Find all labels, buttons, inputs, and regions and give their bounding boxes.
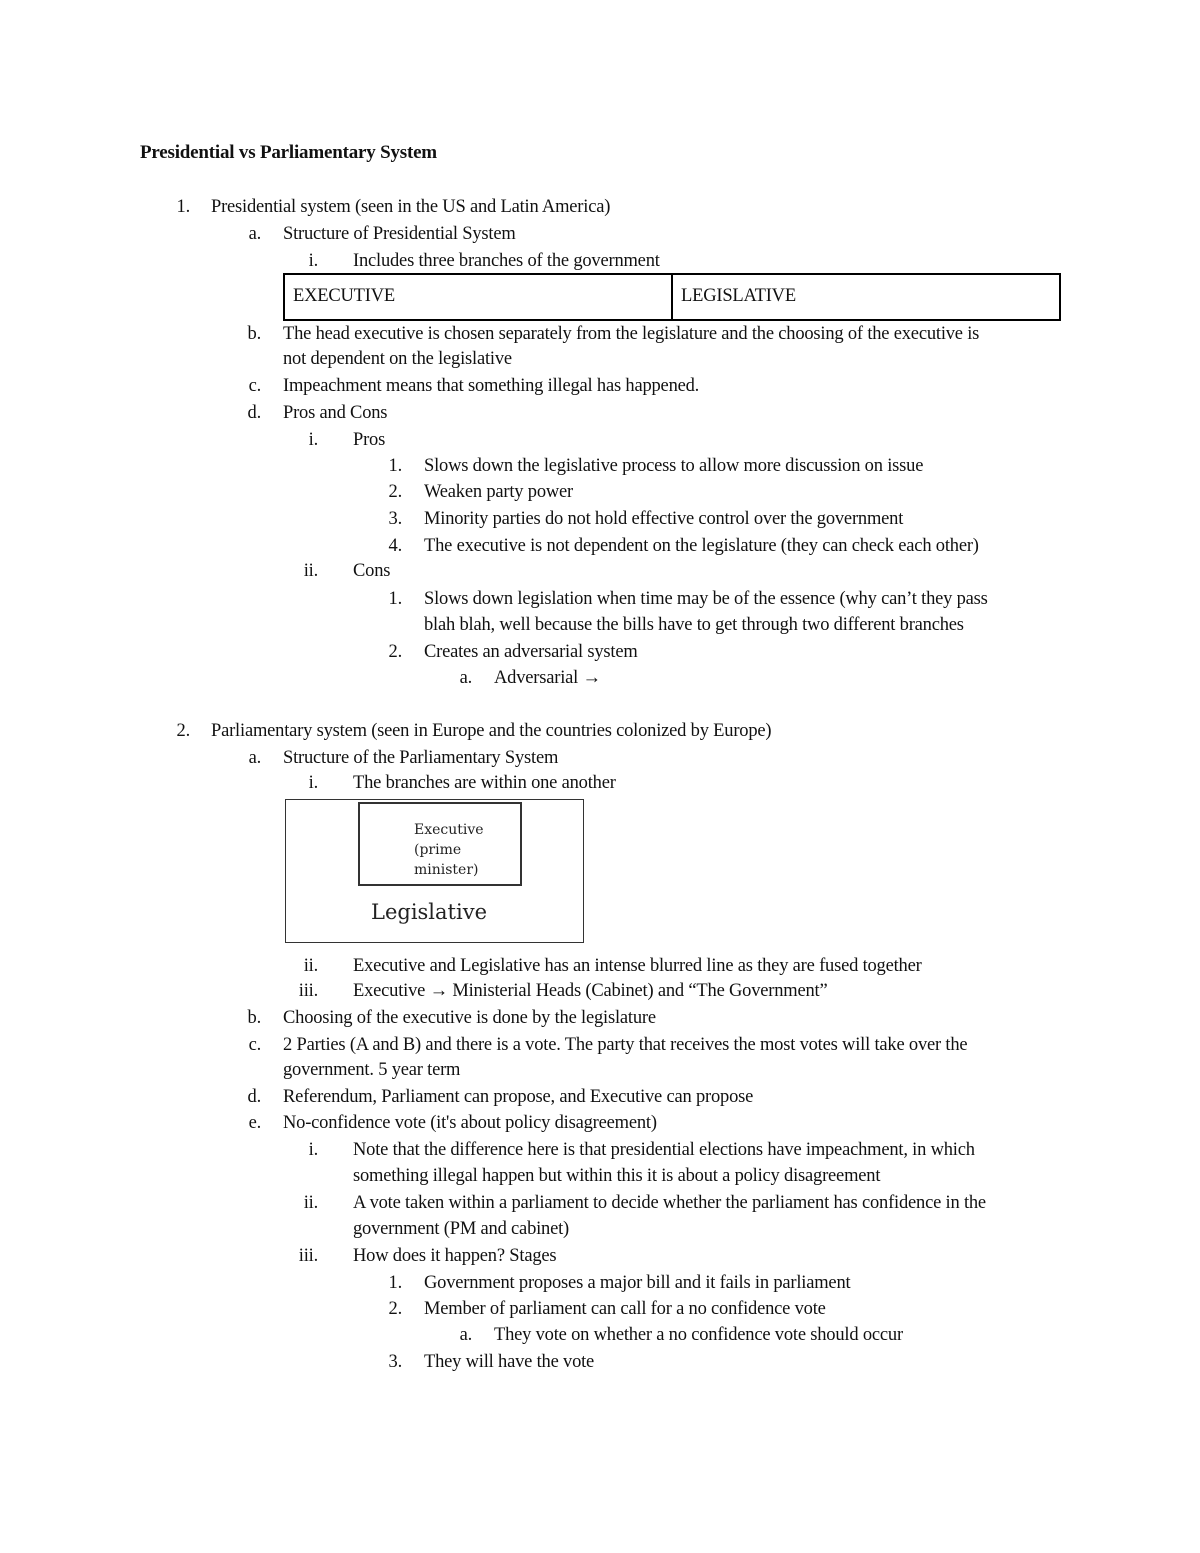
list-marker: 1. — [388, 456, 402, 476]
list-marker: 2. — [176, 721, 190, 741]
list-item-text: Pros and Cons — [283, 403, 388, 423]
executive-box — [358, 802, 522, 886]
list-item-text: Choosing of the executive is done by the legislature — [283, 1008, 656, 1028]
list-item-text: Creates an adversarial system — [424, 642, 638, 662]
list-marker: a. — [248, 748, 261, 768]
list-marker: 2. — [388, 642, 402, 662]
list-item-text: No-confidence vote (it's about policy disagreement) — [283, 1113, 657, 1133]
executive-box-label — [414, 820, 484, 880]
list-item-text: Slows down the legislative process to allow more discussion on issue — [424, 456, 924, 476]
list-marker: ii. — [303, 956, 318, 976]
list-item-text: The executive is not dependent on the legislature (they can check each other) — [424, 536, 979, 556]
list-marker: i. — [308, 430, 318, 450]
list-marker: 1. — [388, 1273, 402, 1293]
list-marker: iii. — [298, 981, 318, 1001]
list-item-text: blah blah, well because the bills have to get through two different branches — [424, 615, 964, 635]
list-item-text: Slows down legislation when time may be of the essence (why can’t they pass — [424, 589, 988, 609]
list-marker: ii. — [303, 1193, 318, 1213]
legislative-label: Legislative — [371, 900, 487, 924]
list-item-text: How does it happen? Stages — [353, 1246, 557, 1266]
list-marker: iii. — [298, 1246, 318, 1266]
list-item-text: government (PM and cabinet) — [353, 1219, 570, 1239]
branches-table — [283, 273, 1061, 321]
list-marker: e. — [248, 1113, 261, 1133]
list-item-text: The branches are within one another — [353, 773, 616, 793]
list-marker: d. — [247, 1087, 261, 1107]
list-item-text: Pros — [353, 430, 386, 450]
list-marker: i. — [308, 251, 318, 271]
executive-label-line: minister) — [414, 862, 479, 878]
list-marker: i. — [308, 773, 318, 793]
list-marker: i. — [308, 1140, 318, 1160]
list-marker: a. — [459, 1325, 472, 1345]
list-marker: b. — [247, 324, 261, 344]
list-item-text: Presidential system (seen in the US and Latin America) — [211, 197, 611, 217]
list-marker: b. — [247, 1008, 261, 1028]
list-marker: ii. — [303, 561, 318, 581]
list-item-text: Executive and Legislative has an intense blurred line as they are fused together — [353, 956, 922, 976]
list-item-text: Minority parties do not hold effective control over the government — [424, 509, 904, 529]
executive-label-line: Executive — [414, 822, 484, 838]
list-item-text: Executive → Ministerial Heads (Cabinet) and “The Government” — [353, 981, 828, 1001]
list-item-text: government. 5 year term — [283, 1060, 461, 1080]
list-item-text: The head executive is chosen separately from the legislature and the choosing of the executive is — [283, 324, 980, 344]
list-item-text: They will have the vote — [424, 1352, 595, 1372]
list-item-text: Adversarial → — [494, 668, 601, 688]
list-marker: c. — [248, 376, 261, 396]
list-marker: c. — [248, 1035, 261, 1055]
list-item-text: Parliamentary system (seen in Europe and the countries colonized by Europe) — [211, 721, 772, 741]
list-item-text: Member of parliament can call for a no confidence vote — [424, 1299, 826, 1319]
list-item-text: Impeachment means that something illegal has happened. — [283, 376, 700, 396]
list-item-text: Weaken party power — [424, 482, 574, 502]
list-item-text: Referendum, Parliament can propose, and Executive can propose — [283, 1087, 754, 1107]
list-item-text: Includes three branches of the government — [353, 251, 660, 271]
list-item-text: 2 Parties (A and B) and there is a vote. The party that receives the most votes will take over the — [283, 1035, 968, 1055]
list-item-text: Structure of Presidential System — [283, 224, 516, 244]
list-item-text: Cons — [353, 561, 391, 581]
list-marker: a. — [459, 668, 472, 688]
table-cell-legislative: LEGISLATIVE — [671, 275, 1059, 319]
page-title: Presidential vs Parliamentary System — [140, 142, 437, 163]
list-item-text: Note that the difference here is that presidential elections have impeachment, in which — [353, 1140, 975, 1160]
table-cell-executive: EXECUTIVE — [293, 286, 395, 306]
list-marker: 1. — [176, 197, 190, 217]
executive-label-line: (prime — [414, 842, 462, 858]
list-item-text: Structure of the Parliamentary System — [283, 748, 559, 768]
list-marker: 3. — [388, 1352, 402, 1372]
list-marker: a. — [248, 224, 261, 244]
list-marker: d. — [247, 403, 261, 423]
parliament-diagram — [285, 799, 584, 943]
list-marker: 3. — [388, 509, 402, 529]
list-marker: 4. — [388, 536, 402, 556]
list-marker: 2. — [388, 1299, 402, 1319]
list-item-text: Government proposes a major bill and it fails in parliament — [424, 1273, 851, 1293]
list-marker: 1. — [388, 589, 402, 609]
list-item-text: not dependent on the legislative — [283, 349, 512, 369]
list-item-text: They vote on whether a no confidence vote should occur — [494, 1325, 903, 1345]
list-marker: 2. — [388, 482, 402, 502]
list-item-text: something illegal happen but within this it is about a policy disagreement — [353, 1166, 881, 1186]
list-item-text: A vote taken within a parliament to decide whether the parliament has confidence in the — [353, 1193, 986, 1213]
